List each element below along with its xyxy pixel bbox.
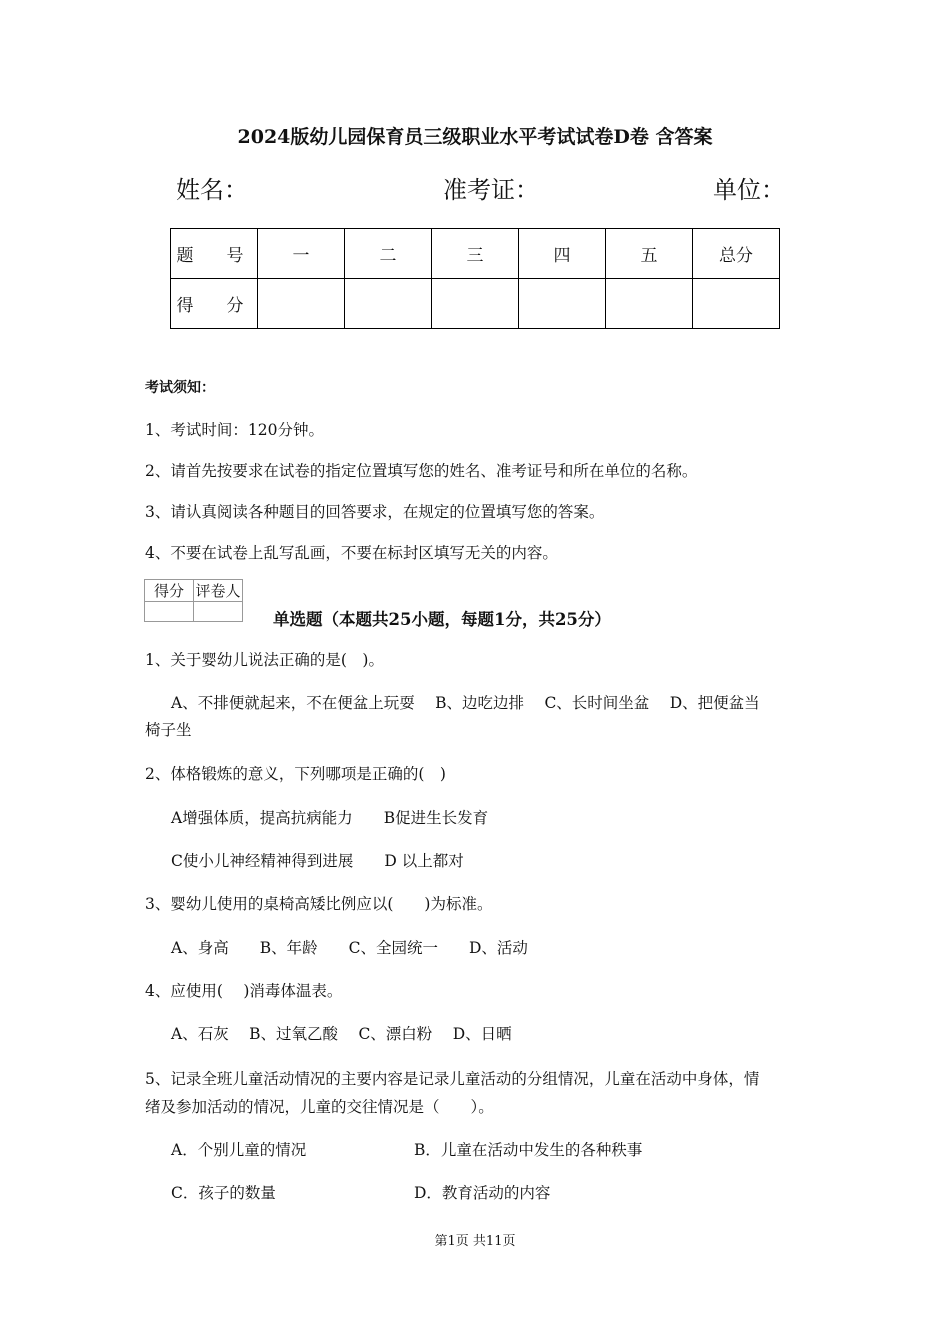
question-stem: 5、记录全班儿童活动情况的主要内容是记录儿童活动的分组情况，儿童在活动中身体，情	[145, 1070, 760, 1088]
grader-box	[144, 579, 243, 622]
question-stem: 4、应使用( )消毒体温表。	[145, 982, 343, 1000]
score-cell[interactable]	[606, 279, 693, 329]
score-header-label: 题 号	[171, 229, 258, 279]
score-cell[interactable]	[345, 279, 432, 329]
score-cell[interactable]	[258, 279, 345, 329]
page-footer: 第1页 共11页	[434, 1234, 516, 1249]
score-header-2: 二	[345, 229, 432, 279]
question-options: A增强体质，提高抗病能力 B促进生长发育	[171, 809, 489, 827]
grader-name-label: 评卷人	[194, 580, 243, 602]
grader-score-label: 得分	[145, 580, 194, 602]
score-header-4: 四	[519, 229, 606, 279]
grader-name-cell[interactable]	[194, 602, 243, 622]
grader-score-cell[interactable]	[145, 602, 194, 622]
question-stem: 1、关于婴幼儿说法正确的是( )。	[145, 651, 384, 669]
question-options: A、石灰 B、过氧乙酸 C、漂白粉 D、日晒	[171, 1025, 512, 1043]
score-cell[interactable]	[432, 279, 519, 329]
notice-item: 1、考试时间：120分钟。	[145, 421, 324, 439]
score-header-1: 一	[258, 229, 345, 279]
notice-heading: 考试须知：	[145, 380, 215, 396]
question-stem: 3、婴幼儿使用的桌椅高矮比例应以( )为标准。	[145, 895, 493, 913]
option-c: C．孩子的数量	[171, 1184, 276, 1202]
name-field-label: 姓名：	[176, 176, 248, 204]
score-table-score-row	[171, 279, 780, 329]
exam-number-field-label: 准考证：	[443, 176, 539, 204]
question-stem: 2、体格锻炼的意义，下列哪项是正确的( )	[145, 765, 446, 783]
score-cell[interactable]	[519, 279, 606, 329]
section-title: 单选题（本题共25小题，每题1分，共25分）	[273, 610, 611, 629]
score-header-5: 五	[606, 229, 693, 279]
notice-item: 4、不要在试卷上乱写乱画，不要在标封区填写无关的内容。	[145, 544, 558, 562]
score-table-header-row	[171, 229, 780, 279]
option-b: B．儿童在活动中发生的各种秩事	[414, 1141, 643, 1159]
score-cell-total[interactable]	[693, 279, 780, 329]
score-row-label: 得 分	[171, 279, 258, 329]
option-a: A．个别儿童的情况	[171, 1141, 307, 1159]
score-header-total: 总分	[693, 229, 780, 279]
option-d: D．教育活动的内容	[414, 1184, 551, 1202]
question-stem-continued: 绪及参加活动的情况，儿童的交往情况是（ ）。	[145, 1098, 494, 1116]
notice-item: 3、请认真阅读各种题目的回答要求，在规定的位置填写您的答案。	[145, 503, 605, 521]
unit-field-label: 单位：	[713, 176, 785, 204]
question-options: A、身高 B、年龄 C、全园统一 D、活动	[171, 939, 528, 957]
question-options: C使小儿神经精神得到进展 D 以上都对	[171, 852, 464, 870]
question-options: A、不排便就起来，不在便盆上玩耍 B、边吃边排 C、长时间坐盆 D、把便盆当	[171, 694, 760, 712]
score-table	[170, 228, 780, 329]
score-header-3: 三	[432, 229, 519, 279]
page-title: 2024版幼儿园保育员三级职业水平考试试卷D卷 含答案	[237, 126, 713, 148]
question-options-continued: 椅子坐	[145, 721, 192, 739]
notice-item: 2、请首先按要求在试卷的指定位置填写您的姓名、准考证号和所在单位的名称。	[145, 462, 698, 480]
